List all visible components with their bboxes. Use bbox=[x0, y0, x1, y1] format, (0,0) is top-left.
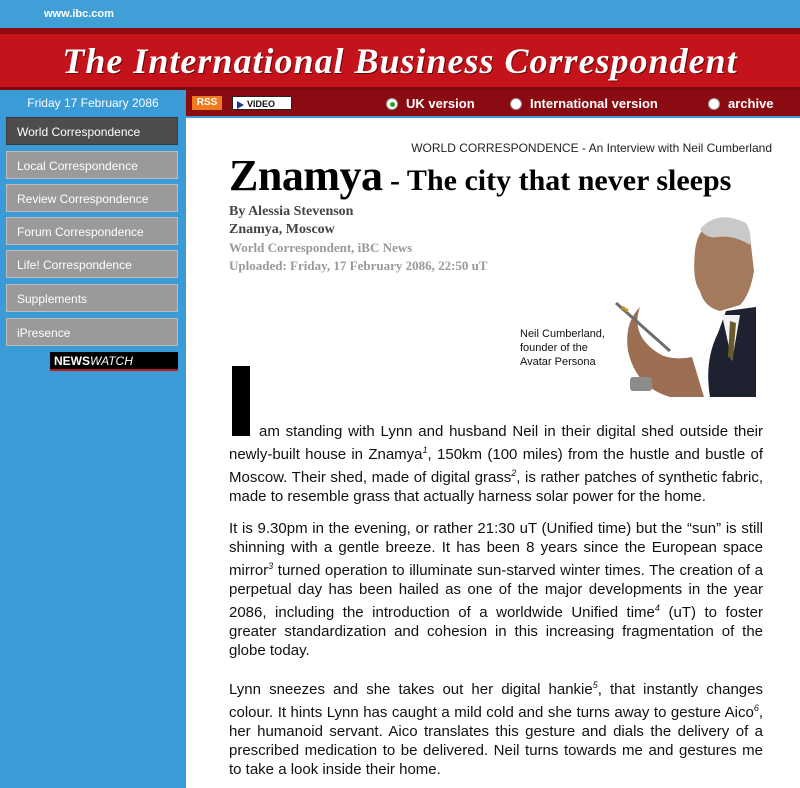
radio-selected-icon bbox=[386, 98, 398, 110]
caption-line: Neil Cumberland, bbox=[520, 328, 605, 340]
article-kicker: WORLD CORRESPONDENCE - An Interview with Neil Cumberland bbox=[411, 141, 772, 155]
radio-label: International version bbox=[530, 96, 658, 111]
radio-unselected-icon bbox=[708, 98, 720, 110]
radio-unselected-icon bbox=[510, 98, 522, 110]
sidebar-item-life-correspondence[interactable]: Life! Correspondence bbox=[6, 250, 178, 278]
radio-label: archive bbox=[728, 96, 774, 111]
radio-label: UK version bbox=[406, 96, 475, 111]
sidebar-item-supplements[interactable]: Supplements bbox=[6, 284, 178, 312]
current-date: Friday 17 February 2086 bbox=[27, 96, 159, 110]
article-paragraph-3: Lynn sneezes and she takes out her digital hankie$^5$, that instantly changes colour. It hints Lynn has caught a mild cold and she turns away to gesture Aico$^6$, her humanoid servant. Aico translates this gesture and dials the delivery of a prescribed medication to be delivered. Neil turns towards me and gestures me to take a look inside their home. bbox=[229, 680, 763, 778]
video-label: VIDEO bbox=[247, 99, 276, 109]
sidebar-item-world-correspondence[interactable]: World Correspondence bbox=[6, 117, 178, 145]
newswatch-watch: WATCH bbox=[90, 354, 133, 368]
play-icon bbox=[237, 101, 244, 109]
radio-uk-version[interactable] bbox=[386, 95, 475, 113]
article-headline bbox=[229, 150, 789, 201]
masthead-title[interactable]: The International Business Correspondent bbox=[62, 41, 738, 81]
headline-sub: - The city that never sleeps bbox=[382, 164, 732, 197]
radio-international-version[interactable] bbox=[510, 95, 658, 113]
article-paragraph-1: am standing with Lynn and husband Neil in their digital shed outside their newly-built house in Znamya$^1$, 150km (100 miles) from the hustle and bustle of Moscow. Their shed, made of digital grass$^2$, is rather patches of synthetic fabric, made to resemble grass that actually harness solar power for the home. bbox=[229, 423, 763, 505]
rss-button[interactable]: RSS bbox=[192, 96, 222, 110]
radio-archive[interactable] bbox=[708, 95, 774, 113]
byline-author: By Alessia Stevenson bbox=[229, 204, 354, 219]
caption-line: founder of the bbox=[520, 342, 588, 354]
top-bar bbox=[0, 0, 800, 28]
article-paragraph-2: It is 9.30pm in the evening, or rather 21:30 uT (Unified time) but the “sun” is still shinning with a gentle breeze. It has been 8 years since the European space mirror$^3$ turned operation to illuminate sun-starved winter times. The creation of a perpetual day has been hailed as one of the major developments in the year 2086, including the introduction of a worldwide Unified time$^4$ (uT) to foster greater standardization and cohesion in this increasing fragmentation of the globe today. bbox=[229, 520, 764, 659]
portrait-photo bbox=[600, 211, 756, 397]
sidebar bbox=[0, 90, 186, 788]
byline bbox=[229, 203, 488, 275]
caption-line: Avatar Persona bbox=[520, 356, 596, 368]
sidebar-item-local-correspondence[interactable]: Local Correspondence bbox=[6, 151, 178, 179]
edition-toolbar bbox=[186, 90, 800, 118]
video-button[interactable] bbox=[232, 96, 292, 110]
headline-main: Znamya bbox=[229, 151, 383, 200]
sidebar-item-forum-correspondence[interactable]: Forum Correspondence bbox=[6, 217, 178, 245]
newswatch-news: NEWS bbox=[54, 354, 90, 368]
newswatch-link[interactable] bbox=[50, 352, 178, 371]
photo-caption bbox=[520, 327, 605, 369]
byline-role: World Correspondent, iBC News bbox=[229, 240, 413, 255]
byline-uploaded: Uploaded: Friday, 17 February 2086, 22:50 uT bbox=[229, 258, 488, 273]
masthead-banner bbox=[0, 28, 800, 90]
sidebar-item-ipresence[interactable]: iPresence bbox=[6, 318, 178, 346]
byline-location: Znamya, Moscow bbox=[229, 222, 335, 237]
sidebar-item-review-correspondence[interactable]: Review Correspondence bbox=[6, 184, 178, 212]
site-url[interactable]: www.ibc.com bbox=[44, 8, 114, 20]
